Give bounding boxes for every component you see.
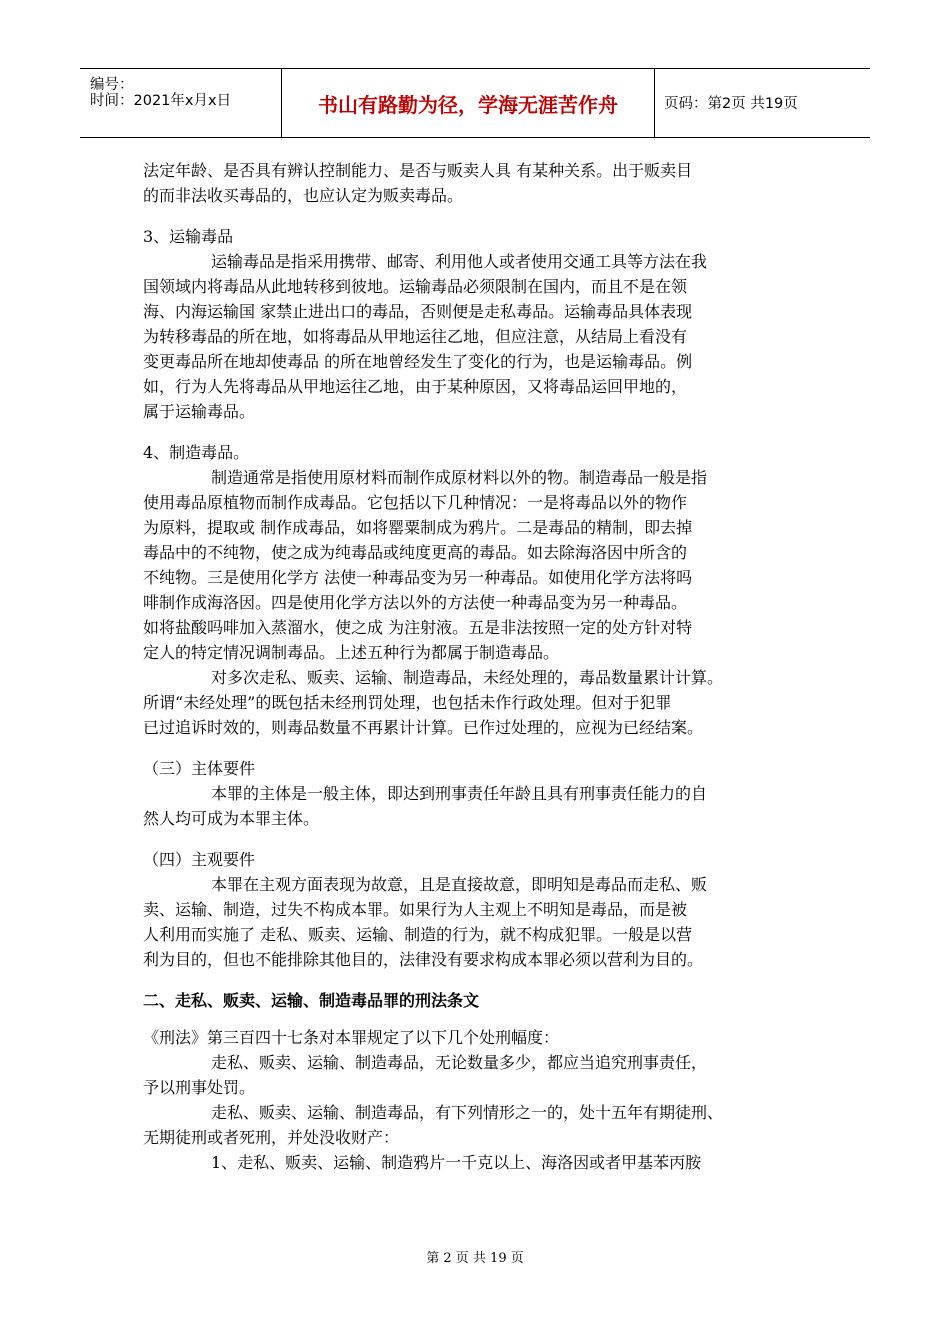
body-line: 毒品中的不纯物，使之成为纯毒品或纯度更高的毒品。如去除海洛因中所含的 <box>143 543 688 562</box>
header-page-label: 页码：第2页 共19页 <box>664 96 798 112</box>
document-body <box>143 158 833 1175</box>
body-line: 走私、贩卖、运输、制造毒品，有下列情形之一的，处十五年有期徒刑、 <box>211 1103 724 1122</box>
body-line: 海、内海运输国 家禁止进出口的毒品，否则便是走私毒品。运输毒品具体表现 <box>143 302 693 321</box>
body-line: 变更毒品所在地却使毒品 的所在地曾经发生了变化的行为，也是运输毒品。例 <box>143 352 693 371</box>
body-line: 予以刑事处罚。 <box>143 1078 256 1097</box>
section-heading-subjective: （四）主观要件 <box>143 850 256 869</box>
section-heading-transport: 3、运输毒品 <box>143 227 234 246</box>
body-line: 法定年龄、是否具有辨认控制能力、是否与贩卖人具 有某种关系。出于贩卖目 <box>143 161 693 180</box>
body-line: 定人的特定情况调制毒品。上述五种行为都属于制造毒品。 <box>143 643 560 662</box>
document-header <box>80 68 870 138</box>
body-line: 无期徒刑或者死刑，并处没收财产： <box>143 1128 400 1147</box>
header-motto-cell <box>281 69 655 137</box>
body-line: 利为目的，但也不能排除其他目的，法律没有要求构成本罪必须以营利为目的。 <box>143 950 704 969</box>
body-line: 本罪在主观方面表现为故意，且是直接故意，即明知是毒品而走私、贩 <box>211 875 708 894</box>
body-line: 为原料，提取或 制作成毒品，如将罂粟制成为鸦片。二是毒品的精制，即去掉 <box>143 518 693 537</box>
body-line: 人利用而实施了 走私、贩卖、运输、制造的行为，就不构成犯罪。一般是以营 <box>143 925 693 944</box>
body-line: 如，行为人先将毒品从甲地运往乙地，由于某种原因，又将毒品运回甲地的， <box>143 377 688 396</box>
body-line: 然人均可成为本罪主体。 <box>143 809 320 828</box>
section-heading-subject: （三）主体要件 <box>143 759 256 778</box>
body-line: 所谓“未经处理”的既包括未经刑罚处理，也包括未作行政处理。但对于犯罪 <box>143 693 672 712</box>
body-line: 卖、运输、制造，过失不构成本罪。如果行为人主观上不明知是毒品，而是被 <box>143 900 688 919</box>
section-heading-law: 二、走私、贩卖、运输、制造毒品罪的刑法条文 <box>143 991 480 1010</box>
body-line: 不纯物。三是使用化学方 法使一种毒品变为另一种毒品。如使用化学方法将吗 <box>143 568 693 587</box>
doc-time-label: 时间：2021年x月x日 <box>90 93 232 109</box>
body-line: 本罪的主体是一般主体，即达到刑事责任年龄且具有刑事责任能力的自 <box>211 784 708 803</box>
body-line: 国领域内将毒品从此地转移到彼地。运输毒品必须限制在国内，而且不是在领 <box>143 277 688 296</box>
section-heading-manufacture: 4、制造毒品。 <box>143 443 250 462</box>
body-line: 对多次走私、贩卖、运输、制造毒品，未经处理的，毒品数量累计计算。 <box>211 668 724 687</box>
body-line: 已过追诉时效的，则毒品数量不再累计计算。已作过处理的，应视为已经结案。 <box>143 718 704 737</box>
body-line: 如将盐酸吗啡加入蒸溜水，使之成 为注射液。五是非法按照一定的处方针对特 <box>143 618 693 637</box>
body-line: 1、走私、贩卖、运输、制造鸦片一千克以上、海洛因或者甲基苯丙胺 <box>211 1153 702 1172</box>
body-line: 属于运输毒品。 <box>143 402 256 421</box>
body-line: 为转移毒品的所在地，如将毒品从甲地运往乙地，但应注意，从结局上看没有 <box>143 327 688 346</box>
body-line: 啡制作成海洛因。四是使用化学方法以外的方法使一种毒品变为另一种毒品。 <box>143 593 688 612</box>
header-meta-cell <box>80 69 280 137</box>
body-line: 《刑法》第三百四十七条对本罪规定了以下几个处刑幅度： <box>143 1028 560 1047</box>
page-footer: 第 2 页 共 19 页 <box>426 1251 524 1266</box>
body-line: 的而非法收买毒品的，也应认定为贩卖毒品。 <box>143 186 464 205</box>
body-line: 运输毒品是指采用携带、邮寄、利用他人或者使用交通工具等方法在我 <box>211 252 708 271</box>
doc-number-label: 编号： <box>90 77 134 93</box>
header-motto: 书山有路勤为径，学海无涯苦作舟 <box>318 93 618 117</box>
body-line: 制造通常是指使用原材料而制作成原材料以外的物。制造毒品一般是指 <box>211 468 708 487</box>
body-line: 使用毒品原植物而制作成毒品。它包括以下几种情况：一是将毒品以外的物作 <box>143 493 688 512</box>
body-line: 走私、贩卖、运输、制造毒品，无论数量多少，都应当追究刑事责任， <box>211 1053 708 1072</box>
header-page-cell <box>654 69 870 137</box>
